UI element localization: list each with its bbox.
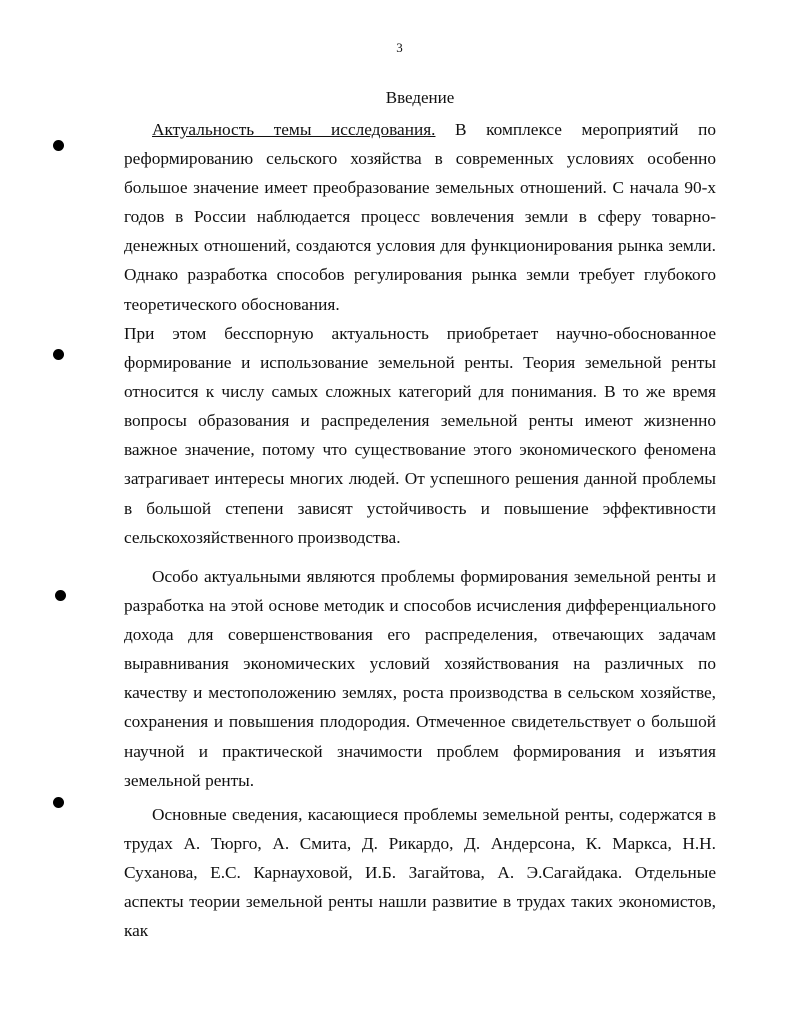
paragraph-relevance-text: В комплексе мероприятий по реформированию сельского хозяйства в современных условиях особенно большое значение имеет преобразование земельных отношений. С начала 90-х годов в России наблюдается процесс вовлечения земли в сферу товарно- денежных отношений, создаются условия для функционирования рынка земли. Однако разработка способов регулирования рынка земли требует глубокого теоретического обоснования. [124, 120, 716, 314]
binder-hole-2 [53, 349, 64, 360]
binder-hole-1 [53, 140, 64, 151]
relevance-lead: Актуальность темы исследования. [152, 120, 436, 139]
paragraph-rent-problems: Особо актуальными являются проблемы формирования земельной ренты и разработка на этой основе методик и способов исчисления дифференциального дохода для совершенствования его распределения, отвечающих задачам выравнивания экономических условий хозяйствования на различных по качеству и местоположению землях, роста производства в сельском хозяйстве, сохранения и повышения плодородия. Отмеченное свидетельствует о большой научной и практической значимости проблем формирования и изъятия земельной ренты. [124, 567, 716, 790]
page-number: 3 [396, 40, 403, 55]
paragraph-literature: Основные сведения, касающиеся проблемы земельной ренты, содержатся в трудах А. Тюрго, А. Смита, Д. Рикардо, Д. Андерсона, К. Маркса, Н.Н. Суханова, Е.С. Карнауховой, И.Б. Загайтова, А. Э.Сагайдака. Отдельные аспекты теории земельной ренты нашли развитие в трудах таких экономистов, как [124, 805, 716, 941]
paragraph-relevance [124, 115, 716, 319]
binder-hole-3 [55, 590, 66, 601]
binder-hole-4 [53, 797, 64, 808]
section-heading: Введение [385, 88, 455, 107]
paragraph-rent-theory: При этом бесспорную актуальность приобретает научно-обоснованное формирование и использование земельной ренты. Теория земельной ренты относится к числу самых сложных категорий для понимания. В то же время вопросы образования и распределения земельной ренты имеют жизненно важное значение, потому что существование этого экономического феномена затрагивает интересы многих людей. От успешного решения данной проблемы в большой степени зависят устойчивость и повышение эффективности сельскохозяйственного производства. [124, 324, 716, 547]
